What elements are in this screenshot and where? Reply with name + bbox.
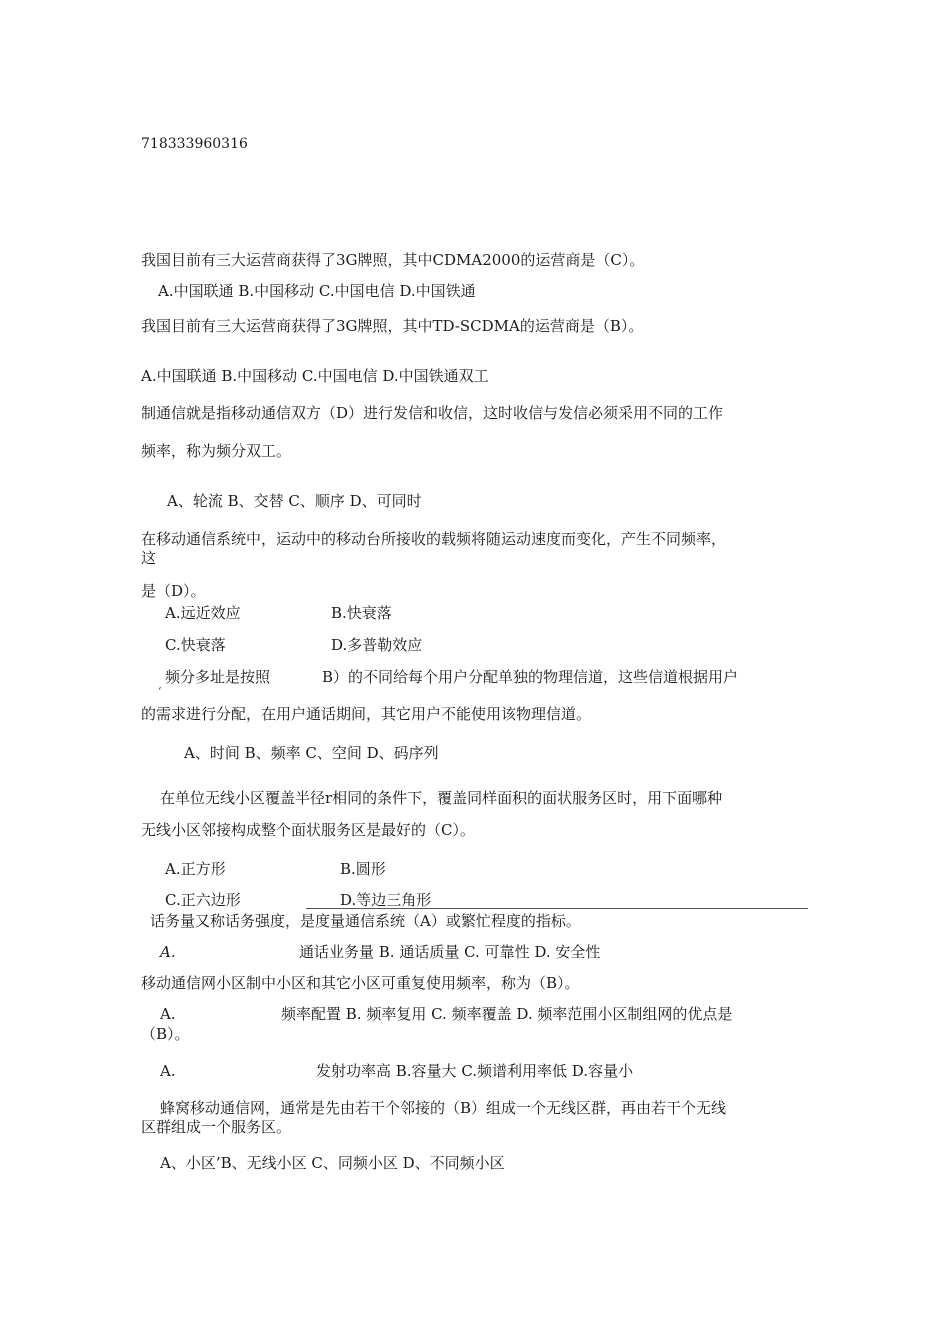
horizontal-rule xyxy=(306,908,808,909)
question-5-stem-part-1: 频分多址是按照 xyxy=(165,668,271,686)
question-6-stem-line-2: 无线小区邻接构成整个面状服务区是最好的（C）。 xyxy=(141,821,475,839)
question-4-option-b: B.快衰落 xyxy=(331,604,392,622)
question-2-options: A.中国联通 B.中国移动 C.中国电信 D.中国铁通双工 xyxy=(141,367,489,385)
stray-tick-mark: ‘ xyxy=(158,685,162,698)
question-3-stem-line-2: 频率，称为频分双工。 xyxy=(141,442,292,460)
question-5-options: A、时间 B、频率 C、空间 D、码序列 xyxy=(184,744,439,762)
question-3-options: A、轮流 B、交替 C、顺序 D、可同时 xyxy=(167,492,422,510)
question-10-options: A、小区’B、无线小区 C、同频小区 D、不同频小区 xyxy=(160,1154,505,1172)
question-3-stem-line-1: 制通信就是指移动通信双方（D）进行发信和收信，这时收信与发信必须采用不同的工作 xyxy=(141,404,724,422)
question-8-options-wrap: （B）。 xyxy=(141,1025,190,1043)
question-1-stem: 我国目前有三大运营商获得了3G牌照，其中CDMA2000的运营商是（C）。 xyxy=(141,251,645,269)
question-1-options: A.中国联通 B.中国移动 C.中国电信 D.中国铁通 xyxy=(158,282,476,300)
question-9-options: 发射功率高 B.容量大 C.频谱利用率低 D.容量小 xyxy=(316,1062,634,1080)
question-9-option-label: A. xyxy=(160,1062,176,1080)
document-id: 718333960316 xyxy=(141,136,248,152)
question-7-option-label: A. xyxy=(160,943,176,961)
question-7-stem: 话务量又称话务强度，是度量通信系统（A）或繁忙程度的指标。 xyxy=(150,912,581,930)
question-4-option-d: D.多普勒效应 xyxy=(331,636,423,654)
question-4-stem-line-3: 是（D）。 xyxy=(141,582,206,600)
question-5-stem-part-2: B）的不同给每个用户分配单独的物理信道，这些信道根据用户 xyxy=(322,668,739,686)
question-6-stem-line-1: 在单位无线小区覆盖半径r相同的条件下，覆盖同样面积的面状服务区时，用下面哪种 xyxy=(160,789,723,807)
question-7-options: 通话业务量 B. 通话质量 C. 可靠性 D. 安全性 xyxy=(299,943,601,961)
question-10-stem-line-1: 蜂窝移动通信网，通常是先由若干个邻接的（B）组成一个无线区群，再由若干个无线 xyxy=(160,1099,727,1117)
question-8-option-label: A. xyxy=(160,1005,176,1023)
question-6-option-a: A.正方形 xyxy=(165,860,226,878)
question-5-stem-line-2: 的需求进行分配，在用户通话期间，其它用户不能使用该物理信道。 xyxy=(141,705,592,723)
question-6-option-c: C.正六边形 xyxy=(165,891,241,909)
question-4-stem-line-2: 这 xyxy=(141,549,157,567)
question-4-stem-line-1: 在移动通信系统中，运动中的移动台所接收的载频将随运动速度而变化，产生不同频率， xyxy=(141,530,727,548)
question-4-option-a: A.远近效应 xyxy=(165,604,241,622)
question-6-option-d: D.等边三角形 xyxy=(340,891,432,909)
question-8-options: 频率配置 B. 频率复用 C. 频率覆盖 D. 频率范围小区制组网的优点是 xyxy=(281,1005,733,1023)
question-8-stem: 移动通信网小区制中小区和其它小区可重复使用频率，称为（B）。 xyxy=(141,974,580,992)
question-2-stem: 我国目前有三大运营商获得了3G牌照，其中TD-SCDMA的运营商是（B）。 xyxy=(141,317,644,335)
question-10-stem-line-2: 区群组成一个服务区。 xyxy=(141,1118,292,1136)
question-6-option-b: B.圆形 xyxy=(340,860,386,878)
question-4-option-c: C.快衰落 xyxy=(165,636,226,654)
